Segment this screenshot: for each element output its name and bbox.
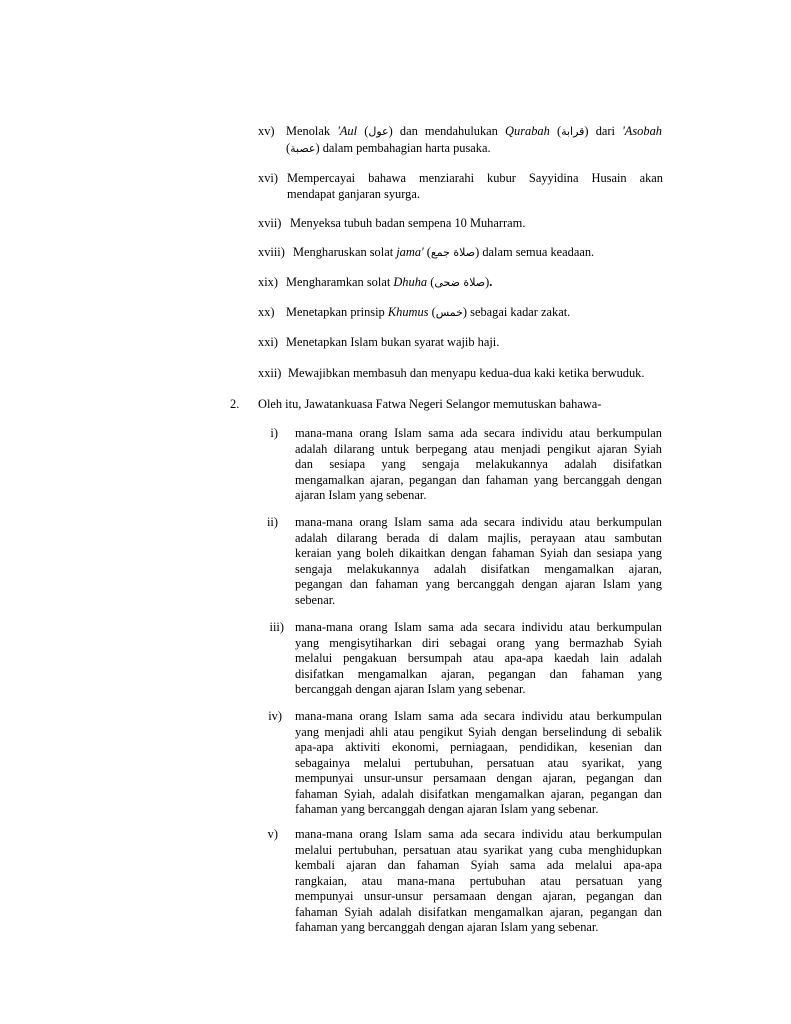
list-item-text: Menyeksa tubuh badan sempena 10 Muharram. — [290, 216, 526, 230]
list-number: xv) — [258, 124, 275, 138]
arabic-term: خمس — [435, 306, 463, 319]
list-item-text: Menetapkan prinsip Khumus (خمس) sebagai kadar zakat. — [286, 305, 571, 319]
list-item-text: Mengharuskan solat jama' (صلاة جمع) dalam semua keadaan. — [293, 245, 595, 259]
arabic-term: قرابة — [561, 125, 585, 138]
list-item-text: Mewajibkan membasuh dan menyapu kedua-dua kaki ketika berwuduk. — [288, 366, 645, 380]
term-khumus: Khumus — [387, 305, 429, 319]
section-number: 2. — [230, 397, 240, 411]
list-number: xvi) — [258, 171, 278, 185]
decision-text: mana-mana orang Islam sama ada secara individu atau berkumpulan adalah dilarang berada di dalam majlis, perayaan atau sambutan keraian yang boleh dikaitkan dengan fahaman Syiah dan sesiapa yang sengaja melakukannya adalah disifatkan mengamalkan ajaran, pegangan dan fahaman yang bercanggah dengan ajaran Islam yang sebenar. — [295, 515, 662, 607]
arabic-term: صلاة جمع — [430, 246, 476, 259]
list-number: xxi) — [258, 335, 278, 349]
term-asobah: 'Asobah — [622, 124, 662, 138]
term-aul: 'Aul — [337, 124, 358, 138]
list-number: v) — [267, 827, 278, 841]
section-text: Oleh itu, Jawatankuasa Fatwa Negeri Selangor memutuskan bahawa- — [258, 397, 602, 411]
arabic-term: عصبة — [290, 141, 316, 155]
arabic-term: صلاة ضحى — [434, 276, 486, 289]
decision-text: mana-mana orang Islam sama ada secara individu atau berkumpulan yang menjadi ahli atau pengikut Syiah dengan berselindung di sebalik apa-apa aktiviti ekonomi, perniagaan, pendidikan, kesenian dan sebagainya melalui pertubuhan, persatuan atau syarikat, yang mempunyai unsur-unsur persamaan dengan ajaran, pegangan dan fahaman Syiah, adalah disifatkan mengamalkan ajaran, pegangan dan fahaman yang bercanggah dengan ajaran Islam yang sebenar. — [295, 709, 662, 816]
decision-text: mana-mana orang Islam sama ada secara individu atau berkumpulan melalui pertubuhan, persatuan atau syarikat yang cuba menghidupkan kembali ajaran dan fahaman Syiah sama ada melalui apa-apa rangkaian, atau mana-mana pertubuhan atau persatuan yang mempunyai unsur-unsur persamaan dengan ajaran, pegangan dan fahaman Syiah adalah disifatkan mengamalkan ajaran, pegangan dan fahaman yang bercanggah dengan ajaran Islam yang sebenar. — [295, 827, 662, 934]
list-number: ii) — [266, 515, 278, 529]
list-number: xvii) — [258, 216, 282, 230]
list-number: i) — [270, 426, 278, 440]
list-number: xviii) — [258, 245, 285, 259]
decision-text: mana-mana orang Islam sama ada secara individu atau berkumpulan yang mengisytiharkan diri sebagai orang yang bermazhab Syiah melalui pengakuan bersumpah atau apa-apa kaedah lain adalah disifatkan mengamalkan ajaran, pegangan dan fahaman yang bercanggah dengan ajaran Islam yang sebenar. — [295, 620, 662, 696]
list-number: iv) — [268, 709, 282, 723]
list-number: iii) — [269, 620, 284, 634]
term-jama: jama' — [396, 245, 424, 259]
term-qurabah: Qurabah — [505, 124, 550, 138]
arabic-term: عول — [368, 125, 389, 138]
term-dhuha: Dhuha — [393, 275, 428, 289]
list-number: xxii) — [258, 366, 282, 380]
list-item-text: Menolak 'Aul (عول) dan mendahulukan Qurabah (قرابة) dari 'Asobah (عصبة) dalam pembahagian harta pusaka. — [286, 124, 662, 155]
list-item-text: Menetapkan Islam bukan syarat wajib haji. — [286, 335, 500, 349]
decision-text: mana-mana orang Islam sama ada secara individu atau berkumpulan adalah dilarang untuk berpegang atau menjadi pengikut ajaran Syiah dan sesiapa yang sengaja melakukannya adalah disifatkan mengamalkan ajaran, pegangan dan fahaman yang bercanggah dengan ajaran Islam yang sebenar. — [295, 426, 662, 502]
list-number: xix) — [258, 275, 278, 289]
list-number: xx) — [258, 305, 275, 319]
list-item-text: Mengharamkan solat Dhuha (صلاة ضحى). — [286, 275, 493, 289]
list-item-text: Mempercayai bahawa menziarahi kubur Sayyidina Husain akan mendapat ganjaran syurga. — [287, 171, 663, 201]
